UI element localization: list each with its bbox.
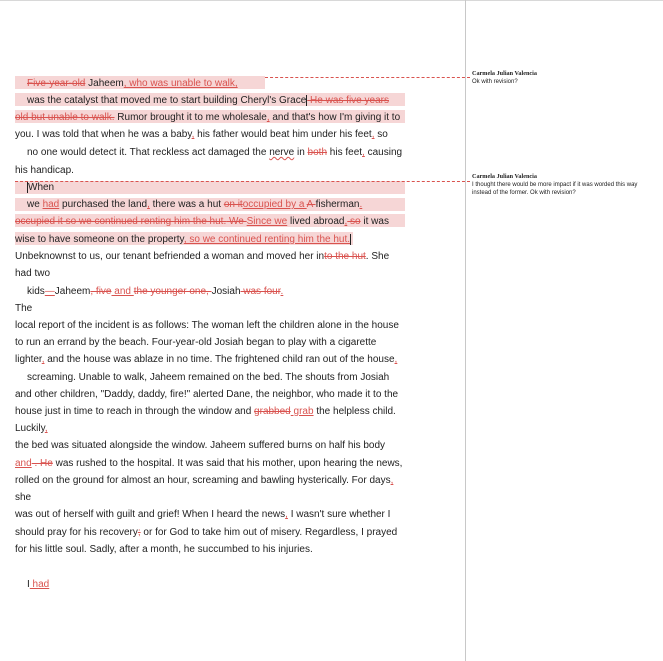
text-cursor [350,234,351,245]
text: kids [27,286,45,297]
inserted-text: , [266,112,270,123]
inserted-text: had [42,199,60,210]
doc-line-25[interactable] [15,491,31,504]
text: Unbeknownst to us, our tenant befriended a woman and moved her in [15,251,325,262]
text: and other children, "Daddy, daddy, fire!" alerted Dane, the neighbor, who made it to the [15,389,399,400]
text: screaming. Unable to walk, Jaheem remained on the bed. The shouts from Josiah [27,372,390,383]
doc-line-12[interactable] [15,267,50,280]
text: so [374,129,388,140]
deleted-text: . He [31,458,53,469]
text: and the house was ablaze in no time. The frightened child ran out of the house [44,354,395,365]
inserted-text: . [359,199,363,210]
doc-line-20[interactable] [15,405,396,418]
inserted-text: , [44,423,48,434]
text: . She [365,251,390,262]
doc-line-21[interactable] [15,422,48,435]
doc-line-29[interactable] [27,578,49,591]
doc-line-1[interactable] [27,77,238,90]
comment-text: I thought there would be more impact if it was worded this way instead of the former. Ok with revision? [472,182,638,196]
doc-line-7[interactable] [27,181,54,194]
text: Jaheem [85,78,124,89]
text: I wasn't sure whether I [287,509,391,520]
inserted-text: had [29,579,50,590]
text: in [294,147,308,158]
inserted-text: . [280,286,284,297]
text: or for God to take him out of misery. Regardless, I prayed [140,527,398,538]
comment-author: Carmela Julian Valencia [472,173,537,180]
inserted-text: occupied by a [242,199,307,210]
text: she [15,492,32,503]
deleted-text: on it [223,199,243,210]
deleted-text: so [347,216,361,227]
inserted-text: grab [290,406,314,417]
deleted-text: old but unable to walk. [15,112,115,123]
doc-line-9[interactable] [15,215,389,228]
comment-author: Carmela Julian Valencia [472,70,537,77]
text: fisherman [315,199,360,210]
text: rolled on the ground for almost an hour, screaming and bawling hysterically. For days [15,475,391,486]
text: I [27,579,30,590]
comment-anchor-line-2 [15,181,470,183]
text: his handicap. [15,165,74,176]
inserted-text: Since we [246,216,288,227]
inserted-text: , [147,199,150,210]
doc-line-26[interactable] [15,508,390,521]
text: wise to have someone on the property [15,234,184,245]
text: for his little soul. Sadly, after a month, he succumbed to his injuries. [15,544,313,555]
deleted-text: the younger one, [133,286,212,297]
text: should pray for his recovery [15,527,138,538]
deleted-text: Five-year-old [27,78,86,89]
doc-line-14[interactable] [15,302,32,315]
spell-flag-text: nerve [269,147,295,158]
doc-line-15[interactable] [15,319,399,332]
text: his father would beat him under his feet [194,129,372,140]
doc-line-16[interactable] [15,336,376,349]
text: no one would detect it. That reckless act damaged the [27,147,270,158]
text: you. I was told that when he was a baby [15,129,192,140]
inserted-text: , [394,354,398,365]
doc-line-4[interactable] [15,128,388,141]
deleted-text: ; [137,527,141,538]
comment-pane-divider [465,0,466,661]
inserted-text: , so we continued renting him the hut. [183,234,351,245]
comment-2[interactable] [472,173,657,197]
deleted-text: A [306,199,316,210]
text: The [15,303,33,314]
inserted-text: , [344,216,348,227]
inserted-text: , [285,509,288,520]
text: was the catalyst that moved me to start building Cheryl's Grace [27,95,307,106]
text: purchased the land [59,199,148,210]
text: and that's how I'm giving it to [269,112,401,123]
text: was out of herself with guilt and grief! When I heard the news [15,509,286,520]
deleted-text: was four [240,286,281,297]
text: there was a hut [149,199,224,210]
inserted-text: , who was unable to walk, [123,78,238,89]
inserted-text: , [362,147,365,158]
inserted-text: , [41,354,45,365]
text: Rumor brought it to me wholesale [114,112,267,123]
doc-line-18[interactable] [27,371,389,384]
deleted-text: We [226,216,247,227]
text: it was [360,216,389,227]
text: house just in time to reach in through the window and [15,406,255,417]
deleted-text: He was five years [307,95,389,106]
text: local report of the incident is as follows: The woman left the children alone in the house [15,320,399,331]
doc-line-10[interactable] [15,233,351,246]
text: causing [364,147,403,158]
doc-line-3[interactable] [15,111,400,124]
inserted-text: , [390,475,394,486]
inserted-text: — [44,286,55,297]
text: the helpless child. [313,406,396,417]
doc-line-19[interactable] [15,388,398,401]
deleted-text: , five [90,286,112,297]
doc-line-28[interactable] [15,543,313,556]
text: When [28,182,55,193]
text: his feet [327,147,363,158]
comment-1[interactable] [472,70,657,86]
inserted-text: , [371,129,375,140]
comment-text: Ok with revision? [472,79,518,85]
doc-line-27[interactable] [15,526,397,539]
deleted-text: grabbed [254,406,291,417]
comment-anchor-line-1 [265,77,470,79]
doc-line-5[interactable] [27,146,402,159]
doc-line-8[interactable] [27,198,362,211]
doc-line-22[interactable] [15,439,385,452]
doc-line-17[interactable] [15,353,397,366]
text: Jaheem [54,286,91,297]
deleted-text: both [307,147,328,158]
text: Josiah [211,286,241,297]
inserted-text: and [111,286,134,297]
text: lived abroad [287,216,345,227]
doc-line-13[interactable] [27,285,283,298]
inserted-text: , [191,129,195,140]
text: we [27,199,43,210]
doc-line-23[interactable] [15,457,402,470]
text: lighter [15,354,42,365]
text: had two [15,268,51,279]
text: was rushed to the hospital. It was said that his mother, upon hearing the news, [52,458,403,469]
doc-line-24[interactable] [15,474,393,487]
text: to run an errand by the beach. Four-year-old Josiah began to play with a cigarette [15,337,377,348]
doc-line-2[interactable] [27,94,389,107]
deleted-text: occupied it so we continued renting him the hut. [15,216,227,227]
text: Luckily [15,423,45,434]
deleted-text: to the hut [324,251,366,262]
doc-line-6[interactable] [15,164,74,177]
doc-line-11[interactable] [15,250,389,263]
inserted-text: and [15,458,32,469]
text: the bed was situated alongside the window. Jaheem suffered burns on half his body [15,440,386,451]
